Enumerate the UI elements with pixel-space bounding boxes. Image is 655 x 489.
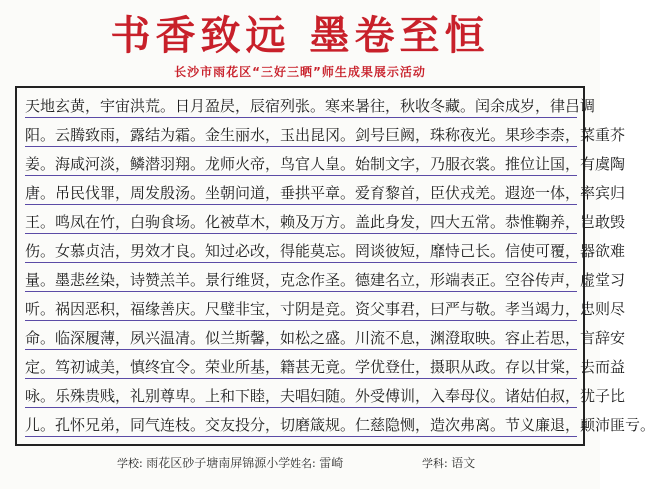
footer-school [117, 454, 290, 471]
text-line: 量。墨悲丝染，诗赞羔羊。景行维贤，克念作圣。德建名立，形端表正。空谷传声，虚堂习 [25, 268, 577, 292]
writing-frame [15, 86, 655, 446]
text-line: 天地玄黄，宇宙洪荒。日月盈昃，辰宿列张。寒来暑往，秋收冬藏。闰余成岁，律吕调 [25, 94, 577, 118]
page-title: 书香致远 墨卷至恒 [110, 12, 490, 59]
name-label: 姓名: [290, 457, 316, 470]
subject-value: 语文 [451, 456, 476, 470]
text-line: 咏。乐殊贵贱，礼别尊卑。上和下睦，夫唱妇随。外受傅训，入奉母仪。诸姑伯叔，犹子比 [25, 384, 577, 408]
text-line: 唐。吊民伐罪，周发殷汤。坐朝问道，垂拱平章。爱育黎首，臣伏戎羌。遐迩一体，率宾归 [25, 181, 577, 205]
text-line: 王。鸣凤在竹，白驹食场。化被草木，赖及万方。盖此身发，四大五常。恭惟鞠养，岂敢毁 [25, 210, 577, 234]
text-line: 阳。云腾致雨，露结为霜。金生丽水，玉出昆冈。剑号巨阙，珠称夜光。果珍李柰，菜重芥 [25, 123, 577, 147]
text-line: 姜。海咸河淡，鳞潜羽翔。龙师火帝，鸟官人皇。始制文字，乃服衣裳。推位让国，有虞陶 [25, 152, 577, 176]
text-line: 定。笃初诚美，慎终宜令。荣业所基，籍甚无竟。学优登仕，摄职从政。存以甘棠，去而益 [25, 355, 577, 379]
school-value: 雨花区砂子塘南屏锦源小学 [146, 456, 291, 470]
text-line: 儿。孔怀兄弟，同气连枝。交友投分，切磨箴规。仁慈隐恻，造次弗离。节义廉退，颠沛匪亏。 [25, 413, 577, 437]
school-label: 学校: [117, 457, 143, 470]
footer-subject [422, 454, 475, 471]
footer-name [290, 454, 343, 471]
name-value: 雷崎 [319, 456, 344, 470]
event-subtitle: 长沙市雨花区“三好三晒”师生成果展示活动 [174, 65, 426, 79]
text-line: 命。临深履薄，夙兴温凊。似兰斯馨，如松之盛。川流不息，渊澄取映。容止若思，言辞安 [25, 326, 577, 350]
text-line: 听。祸因恶积，福缘善庆。尺璧非宝，寸阴是竞。资父事君，曰严与敬。孝当竭力，忠则尽 [25, 297, 577, 321]
text-line: 伤。女慕贞洁，男效才良。知过必改，得能莫忘。罔谈彼短，靡恃己长。信使可覆，器欲难 [25, 239, 577, 263]
subject-label: 学科: [422, 457, 448, 470]
